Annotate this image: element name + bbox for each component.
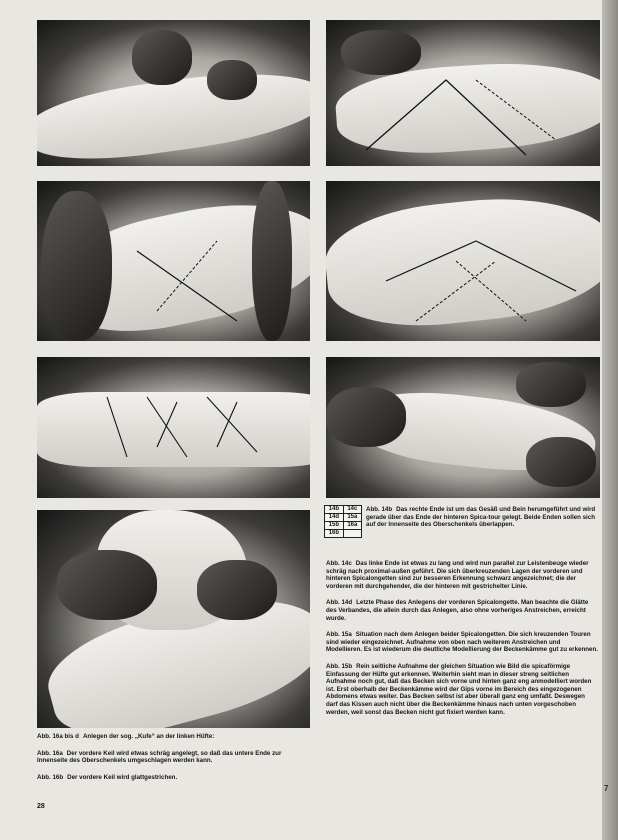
caption-body: Der vordere Keil wird etwas schräg angelegt, so daß das untere Ende zur Innenseite des Oberschenkels umgeschlagen werden kann. <box>37 749 282 765</box>
caption-lead: Abb. 16a bis d <box>37 733 79 740</box>
caption-lead: Abb. 14c <box>326 560 352 567</box>
photo-15a <box>37 357 310 498</box>
caption-lead: Abb. 14b <box>366 506 393 513</box>
fig-label: 16b <box>325 530 344 538</box>
caption-right-column <box>326 560 598 725</box>
caption-lead: Abb. 15a <box>326 631 352 639</box>
figure-label-grid <box>324 505 362 538</box>
corner-mark: 7 <box>604 784 609 793</box>
fig-label <box>343 530 361 538</box>
photo-16a <box>37 510 310 728</box>
caption-body: Letzte Phase des Anlegens der vorderen Spicalongette. Man beachte die Glätte des Verbandes, die allein durch das Anlegen, also ohne vorheriges Anstreichen, erreicht wurde. <box>326 599 589 622</box>
caption-14b <box>366 506 598 538</box>
caption-lead: Abb. 16a <box>37 749 63 757</box>
caption-body: Situation nach dem Anlegen beider Spicalongetten. Die sich kreuzenden Touren sind wieder eingezeichnet. Aufnahme von oben nach weiterem Anstreichen und Modellieren. Es ist wiederum die deutliche Modellierung der Beckenkämme gut zu erkennen. <box>326 631 598 654</box>
caption-body: Das linke Ende ist etwas zu lang und wird nun parallel zur Leistenbeuge wieder schräg nach proximal-außen geführt. Die sich überkreuzenden Lagen der vorderen und hinteren Spicalongetten sind zur besseren Erkennung schwarz angezeichnet; die der vorderen mit durchgehender, die der hinteren mit gestrichelter Linie. <box>326 560 589 590</box>
photo-14d <box>326 181 600 341</box>
photo-14c <box>37 181 310 341</box>
fig-label: 14b <box>325 506 344 514</box>
fig-label: 14d <box>325 514 344 522</box>
caption-body: Das rechte Ende ist um das Gesäß und Bein herumgeführt und wird gerade über das Ende der hinteren Spica-tour gelegt. Beide Enden sollen sich auf der Innenseite des Oberschenkels überlappen. <box>366 506 596 529</box>
fig-label: 15a <box>343 514 361 522</box>
caption-lead: Abb. 16b <box>37 773 64 781</box>
caption-body: Der vordere Keil wird glattgestrichen. <box>67 773 178 781</box>
fig-label: 16a <box>343 522 361 530</box>
caption-body: Rein seitliche Aufnahme der gleichen Situation wie Bild die spicaförmige Einfassung der Hüfte gut erkennen. Weiterhin sieht man in dieser streng seitlichen Aufnahme noch gut, daß das Becken sich vorne und hinten ganz eng anmodelliert worden ist. Erst oberhalb der Beckenkämme wird der Gips vorne im Bereich des eingezogenen Abdomens etwas weiter. Das Becken selbst ist aber überall ganz eng umfaßt. Deswegen darf das Kissen auch nicht über die Beckenkämme hinaus nach unten vorgeschoben werden, weil sonst das Becken nicht gut fixiert werden kann. <box>326 662 592 716</box>
caption-lead: Abb. 15b <box>326 662 353 670</box>
fig-label: 15b <box>325 522 344 530</box>
fig-label: 14c <box>343 506 361 514</box>
photo-15b <box>326 357 600 498</box>
page-edge <box>602 0 618 840</box>
caption-lead: Abb. 14d <box>326 599 353 607</box>
photo-14a <box>37 20 310 166</box>
photo-14b <box>326 20 600 166</box>
caption-body: Anlegen der sog. „Kufe“ an der linken Hüfte: <box>82 733 215 740</box>
page-number: 28 <box>37 803 45 810</box>
caption-left-column <box>37 733 310 790</box>
